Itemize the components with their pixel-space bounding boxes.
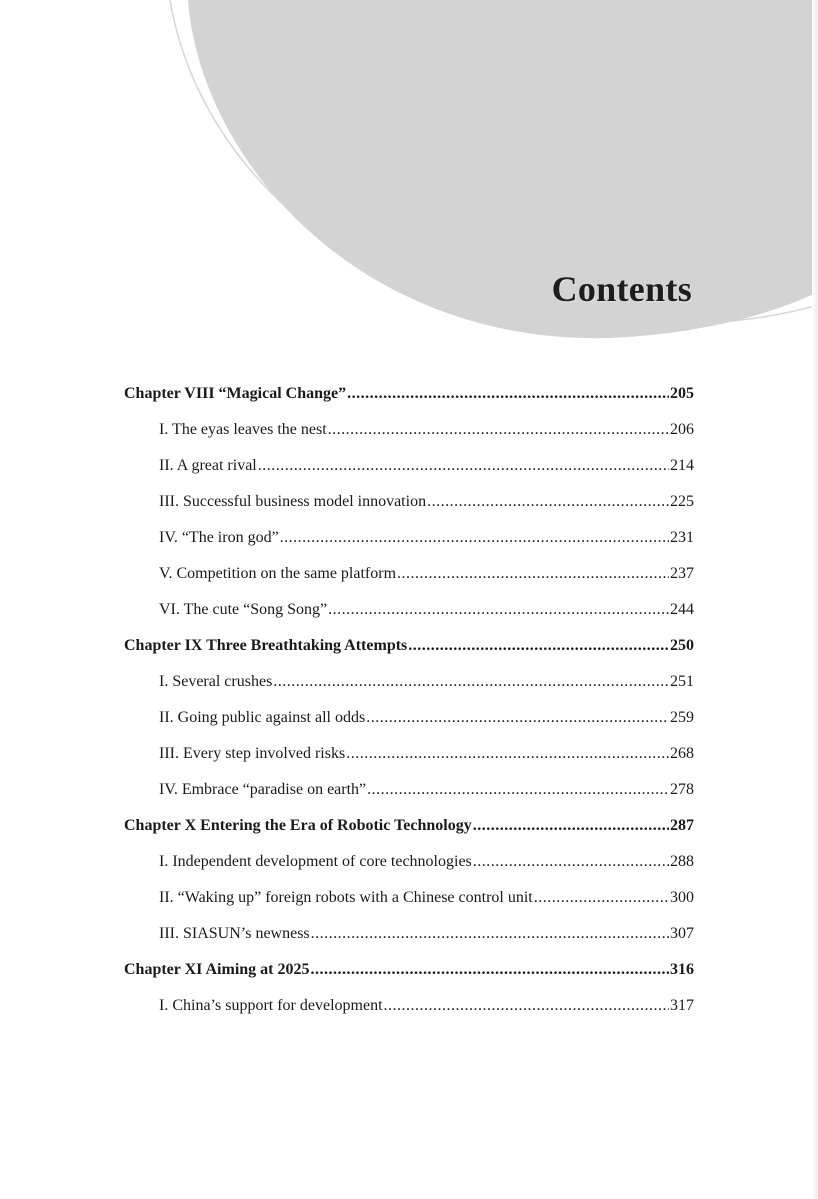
toc-page-number: 225	[670, 493, 694, 510]
toc-page-number: 251	[670, 673, 694, 690]
toc-entry-title: II. “Waking up” foreign robots with a Chinese control unit	[159, 889, 533, 906]
toc-section-entry[interactable]	[124, 556, 694, 592]
toc-dot-leader	[328, 592, 669, 628]
toc-section-entry[interactable]	[124, 916, 694, 952]
toc-entry-title: III. SIASUN’s newness	[159, 925, 310, 942]
toc-dot-leader	[408, 628, 669, 664]
toc-dot-leader	[427, 484, 669, 520]
toc-page-number: 214	[670, 457, 694, 474]
toc-section-entry[interactable]	[124, 772, 694, 808]
toc-chapter-entry[interactable]	[124, 376, 694, 412]
toc-section-entry[interactable]	[124, 592, 694, 628]
toc-entry-title: Chapter XI Aiming at 2025	[124, 961, 310, 978]
toc-entry-title: V. Competition on the same platform	[159, 565, 397, 582]
toc-entry-title: IV. “The iron god”	[159, 529, 279, 546]
toc-entry-title: II. A great rival	[159, 457, 257, 474]
toc-section-entry[interactable]	[124, 736, 694, 772]
toc-dot-leader	[258, 448, 669, 484]
toc-page-number: 231	[670, 529, 694, 546]
toc-entry-title: III. Successful business model innovation	[159, 493, 427, 510]
toc-dot-leader	[280, 520, 669, 556]
toc-page-number: 205	[670, 385, 694, 402]
toc-dot-leader	[367, 772, 669, 808]
toc-dot-leader	[473, 808, 669, 844]
toc-dot-leader	[273, 664, 669, 700]
page-edge	[812, 0, 818, 1199]
toc-section-entry[interactable]	[124, 880, 694, 916]
toc-page-number: 206	[670, 421, 694, 438]
toc-entry-title: Chapter X Entering the Era of Robotic Technology	[124, 817, 472, 834]
toc-section-entry[interactable]	[124, 484, 694, 520]
toc-page-number: 317	[670, 997, 694, 1014]
toc-section-entry[interactable]	[124, 844, 694, 880]
page-title: Contents	[551, 269, 692, 309]
toc-entry-title: Chapter IX Three Breathtaking Attempts	[124, 637, 408, 654]
toc-dot-leader	[311, 952, 670, 988]
toc-entry-title: I. China’s support for development	[159, 997, 383, 1014]
toc-entry-title: IV. Embrace “paradise on earth”	[159, 781, 367, 798]
toc-entry-title: III. Every step involved risks	[159, 745, 346, 762]
toc-section-entry[interactable]	[124, 700, 694, 736]
toc-page-number: 244	[670, 601, 694, 618]
toc-section-entry[interactable]	[124, 412, 694, 448]
toc-page-number: 250	[670, 637, 694, 654]
toc-page-number: 259	[670, 709, 694, 726]
toc-page-number: 316	[670, 961, 694, 978]
toc-section-entry[interactable]	[124, 520, 694, 556]
toc-dot-leader	[346, 736, 669, 772]
decorative-grey-circle	[188, 0, 818, 338]
toc-chapter-entry[interactable]	[124, 628, 694, 664]
toc-section-entry[interactable]	[124, 448, 694, 484]
toc-entry-title: I. Independent development of core technologies	[159, 853, 472, 870]
toc-dot-leader	[347, 376, 669, 412]
toc-chapter-entry[interactable]	[124, 952, 694, 988]
toc-entry-title: I. Several crushes	[159, 673, 273, 690]
toc-page-number: 287	[670, 817, 694, 834]
toc-page-number: 307	[670, 925, 694, 942]
toc-chapter-entry[interactable]	[124, 808, 694, 844]
toc-entry-title: II. Going public against all odds	[159, 709, 366, 726]
toc-page-number: 278	[670, 781, 694, 798]
toc-dot-leader	[534, 880, 669, 916]
toc-entry-title: VI. The cute “Song Song”	[159, 601, 328, 618]
toc-dot-leader	[311, 916, 669, 952]
toc-dot-leader	[397, 556, 669, 592]
toc-entry-title: I. The eyas leaves the nest	[159, 421, 327, 438]
toc-dot-leader	[473, 844, 669, 880]
table-of-contents	[124, 376, 694, 1024]
toc-dot-leader	[328, 412, 669, 448]
toc-page-number: 300	[670, 889, 694, 906]
toc-dot-leader	[384, 988, 669, 1024]
toc-entry-title: Chapter VIII “Magical Change”	[124, 385, 347, 402]
toc-page-number: 268	[670, 745, 694, 762]
toc-dot-leader	[366, 700, 669, 736]
toc-section-entry[interactable]	[124, 664, 694, 700]
toc-page-number: 237	[670, 565, 694, 582]
toc-page-number: 288	[670, 853, 694, 870]
toc-section-entry[interactable]	[124, 988, 694, 1024]
